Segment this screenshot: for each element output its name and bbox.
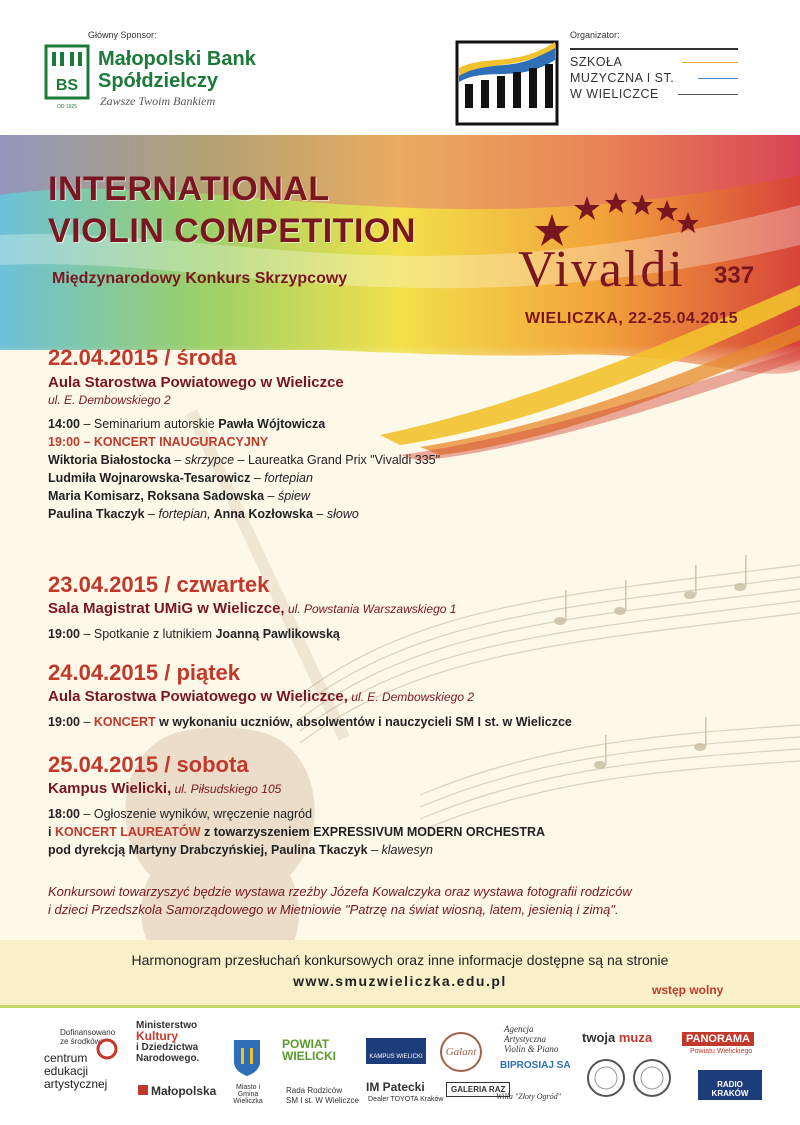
event-text: – Spotkanie z lutnikiem [79, 627, 216, 641]
powiat-logo [282, 1038, 336, 1062]
kampus-logo: KAMPUS WIELICKI [366, 1038, 426, 1064]
malopolska-logo [138, 1084, 216, 1098]
website-link[interactable]: www.smuzwieliczka.edu.pl [293, 973, 507, 989]
bank-name-line2: Spółdzielczy [98, 70, 219, 92]
event-text: z towarzyszeniem EXPRESSIVUM MODERN ORCHESTRA [200, 825, 546, 839]
radio-krakow-logo: RADIO KRAKÓW [698, 1070, 762, 1100]
school-name-line3: W WIELICZCE [570, 86, 738, 102]
sponsor-caption: Główny Sponsor: [88, 30, 157, 40]
performer-4 [48, 505, 768, 523]
day-1-event-1 [48, 415, 768, 433]
ministry-line2: Kultury [136, 1029, 178, 1043]
day-4-event-1 [48, 805, 768, 823]
day-4-venue [48, 780, 768, 797]
place-and-dates: WIELICZKA, 22-25.04.2015 [525, 310, 738, 327]
performer-name: Maria Komisarz, Roksana Sadowska [48, 489, 265, 503]
title-line1: INTERNATIONAL [48, 170, 330, 208]
performer-2 [48, 469, 768, 487]
info-text: Harmonogram przesłuchań konkursowych oraz inne informacje dostępne są na stronie [131, 952, 669, 968]
rada-caption [286, 1086, 359, 1106]
cea-line3: artystycznej [44, 1077, 108, 1091]
partners-footer [0, 1005, 800, 1125]
event-time: 14:00 [48, 417, 80, 431]
day-2-event-1 [48, 625, 768, 643]
day-1-date: 22.04.2015 / środa [48, 345, 237, 370]
event-title: KONCERT LAUREATÓW [54, 825, 201, 839]
panorama-logo: PANORAMA [682, 1032, 754, 1046]
twoja-muza-word2: muza [618, 1030, 653, 1045]
galant-logo: Galant [440, 1032, 482, 1072]
day-4-date: 25.04.2015 / sobota [48, 752, 249, 777]
rada-line2: SM I st. W Wieliczce [286, 1096, 359, 1105]
performer-name: Wiktoria Białostocka [48, 453, 171, 467]
day-2-venue [48, 600, 768, 617]
event-text: – Seminarium autorskie [79, 417, 219, 431]
vivaldi-number: 337 [714, 262, 755, 289]
malopolska-icon [138, 1085, 148, 1095]
performer-role: – fortepian [250, 471, 313, 485]
gmina-caption [226, 1084, 270, 1105]
agency-logo [504, 1024, 558, 1054]
note-line2: i dzieci Przedszkola Samorządowego w Mietniowie "Patrzę na świat wiosną, latem, jesienią i zimą". [48, 902, 619, 917]
event-text: – Ogłoszenie wyników, wręczenie nagród [79, 807, 313, 821]
venue-street: ul. Powstania Warszawskiego 1 [284, 602, 457, 616]
bank-logo-icon [44, 44, 90, 112]
note-line1: Konkursowi towarzyszyć będzie wystawa rzeźby Józefa Kowalczyka oraz wystawa fotografii rodziców [48, 884, 632, 899]
day-1-event-2 [48, 433, 768, 451]
willa-logo: Willa "Złoty Ogród" [496, 1092, 561, 1101]
venue-name: Aula Starostwa Powiatowego w Wieliczce, [48, 688, 348, 705]
twoja-muza-word1: twoja [582, 1030, 616, 1045]
free-entry-label: wstęp wolny [652, 983, 724, 997]
event-time: 18:00 [48, 807, 80, 821]
venue-name: Sala Magistrat UMiG w Wieliczce, [48, 600, 285, 617]
powiat-line2: WIELICKI [282, 1049, 336, 1063]
day-3-section [48, 660, 768, 731]
gmina-line1: Miasto i Gmina [235, 1084, 261, 1098]
performer-3 [48, 487, 768, 505]
cea-circle-icon [96, 1038, 118, 1060]
performer-name: Anna Kozłowska [210, 507, 313, 521]
cea-line2: edukacji [44, 1064, 89, 1078]
school-name-line1: SZKOŁA [570, 54, 738, 70]
performer-note: – Laureatka Grand Prix "Vivaldi 335" [234, 453, 441, 467]
event-text: w wykonaniu uczniów, absolwentów i nauczycieli SM I st. w Wieliczce [155, 715, 572, 729]
svg-text:BS: BS [55, 77, 79, 94]
event-prefix: i [48, 825, 55, 839]
cea-line1: centrum [44, 1051, 88, 1065]
svg-text:OD 1925: OD 1925 [56, 104, 78, 110]
venue-street: ul. Piłsudskiego 105 [171, 782, 282, 796]
performer-role: – fortepian, [144, 507, 211, 521]
piano-keys-logo-icon [455, 40, 559, 126]
performer-name: Ludmiła Wojnarowska-Tesarowicz [48, 471, 251, 485]
performer-role: – śpiew [264, 489, 310, 503]
ministry-line4: Narodowego. [136, 1053, 200, 1064]
bank-slogan: Zawsze Twoim Bankiem [100, 94, 216, 108]
venue-street: ul. E. Dembowskiego 2 [347, 690, 474, 704]
subtitle: Międzynarodowy Konkurs Skrzypcowy [52, 270, 348, 287]
title-line2: VIOLIN COMPETITION [48, 212, 416, 250]
performer-name: Paulina Tkaczyk [48, 507, 145, 521]
day-1-section [48, 345, 768, 523]
school-seal-icon [632, 1058, 672, 1098]
event-time: 19:00 [48, 627, 80, 641]
agency-line3: Violin & Piano [504, 1044, 559, 1054]
patecki-sub: Dealer TOYOTA Kraków [368, 1096, 444, 1103]
event-dash: – [79, 715, 94, 729]
malopolska-text: Małopolska [151, 1084, 217, 1098]
bank-name-line1: Małopolski Bank [98, 48, 256, 70]
ministry-logo [136, 1020, 199, 1064]
twoja-muza-logo [582, 1030, 652, 1045]
event-title: KONCERT [93, 715, 156, 729]
rada-line1: Rada Rodziców [286, 1086, 343, 1095]
performer-role: – słowo [312, 507, 359, 521]
day-3-event-1 [48, 713, 768, 731]
school-name [570, 48, 738, 102]
gmina-crest-icon [232, 1038, 262, 1078]
day-4-event-3 [48, 841, 768, 859]
bank-name [98, 48, 256, 92]
poster-header [0, 0, 800, 135]
agency-line1: Agencja [504, 1024, 534, 1034]
conductor-names: pod dyrekcją Martyny Drabczyńskiej, Paulina Tkaczyk [48, 843, 368, 857]
day-2-date: 23.04.2015 / czwartek [48, 572, 270, 597]
ministry-line3: i Dziedzictwa [136, 1042, 199, 1053]
panorama-sub: Powiatu Wielickiego [690, 1048, 753, 1055]
performer-role: – klawesyn [367, 843, 433, 857]
event-time: 19:00 [48, 715, 80, 729]
patecki-logo: IM Patecki [366, 1080, 425, 1094]
day-1-street: ul. E. Dembowskiego 2 [48, 393, 171, 407]
agency-line2: Artystyczna [504, 1034, 546, 1044]
event-person: Joanną Pawlikowską [215, 627, 340, 641]
biprosiaj-logo: BIPROSIAJ SA [500, 1060, 571, 1071]
gmina-line2: Wieliczka [233, 1098, 263, 1105]
performer-role: – skrzypce [170, 453, 235, 467]
day-3-date: 24.04.2015 / piątek [48, 660, 241, 685]
exhibition-note [48, 883, 768, 919]
ministry-line1: Ministerstwo [136, 1020, 198, 1031]
performer-1 [48, 451, 768, 469]
organizer-caption: Organizator: [570, 30, 620, 40]
powiat-line1: POWIAT [282, 1037, 330, 1051]
event-time: 19:00 [48, 435, 80, 449]
event-title: – KONCERT INAUGURACYJNY [79, 435, 269, 449]
vivaldi-wordmark: Vivaldi [518, 241, 685, 298]
venue-name: Kampus Wielicki, [48, 780, 172, 797]
day-1-venue: Aula Starostwa Powiatowego w Wieliczce [48, 374, 344, 391]
day-3-venue [48, 688, 768, 705]
school-name-line2: MUZYCZNA I ST. [570, 70, 738, 86]
galeria-logo: GALERIA RAZ [446, 1082, 510, 1097]
kindergarten-seal-icon [586, 1058, 626, 1098]
funded-caption: Dofinansowano ze środków: [60, 1028, 116, 1046]
event-person: Pawła Wójtowicza [218, 417, 326, 431]
day-4-section [48, 752, 768, 859]
day-2-section [48, 572, 768, 643]
day-4-event-2 [48, 823, 768, 841]
